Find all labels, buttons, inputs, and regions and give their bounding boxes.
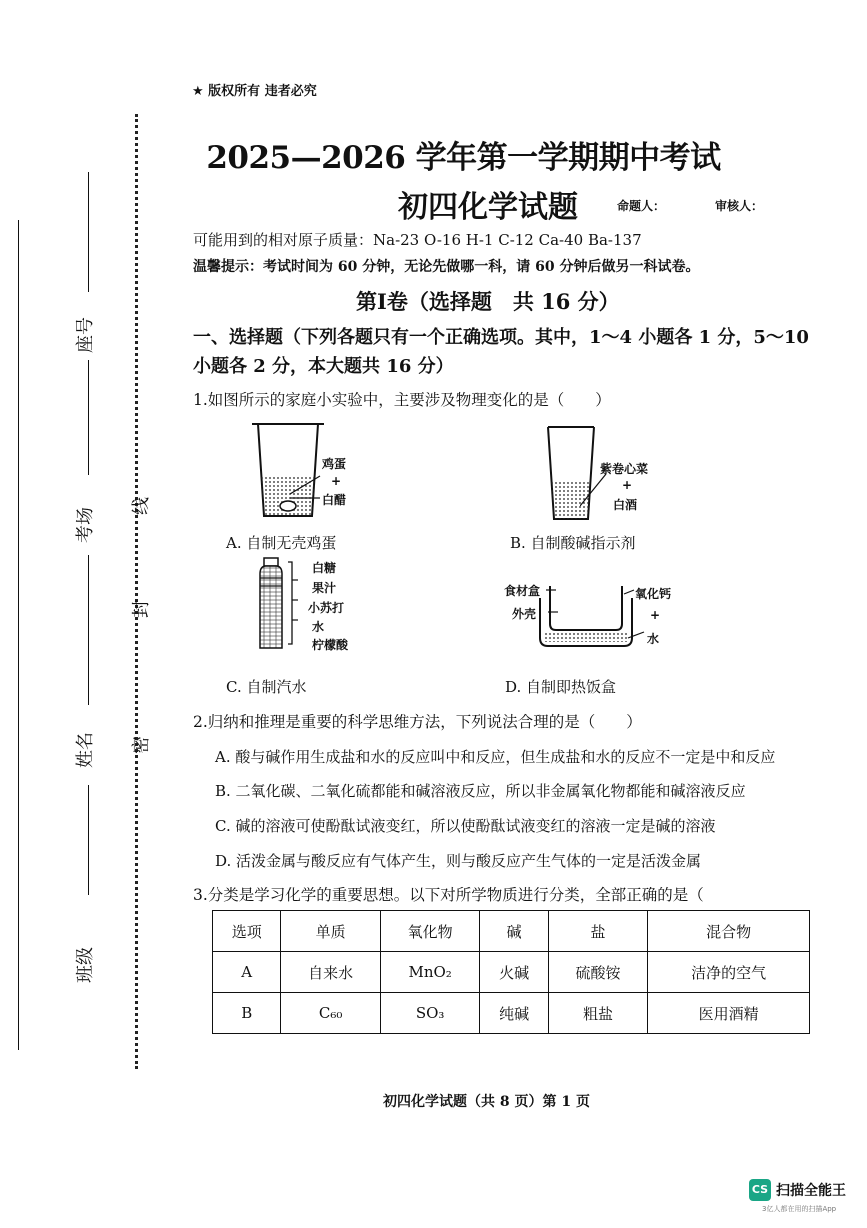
table-header-row [213,911,810,952]
figure-a-label-egg: 鸡蛋 [322,457,347,471]
seat-line-lower [88,360,89,475]
table-header-cell: 单质 [281,911,381,952]
table-cell: A [213,952,281,993]
figure-c-label-sugar: 白糖 [312,561,337,575]
q2-option-b: B. 二氧化碳、二氧化硫都能和碱溶液反应，所以非金属氧化物都能和碱溶液反应 [215,782,746,800]
q1-option-c: C. 自制汽水 [226,678,307,696]
q1-option-a: A. 自制无壳鸡蛋 [226,534,337,552]
figure-a-label-plus: + [331,474,342,488]
q2-option-c: C. 碱的溶液可使酚酞试液变红，所以使酚酞试液变红的溶液一定是碱的溶液 [215,817,716,835]
table-header-cell: 碱 [480,911,548,952]
q1-option-b: B. 自制酸碱指示剂 [510,534,636,552]
figure-d-label-shell: 外壳 [512,607,537,621]
exam-title: 2025—2026 学年第一学期期中考试 [206,140,721,176]
figure-b-label-liquor: 白酒 [613,498,638,512]
seal-mark-seal: 封 [131,600,152,618]
table-cell: 纯碱 [480,993,548,1034]
table-cell: B [213,993,281,1034]
camscanner-slogan: 3亿人都在用的扫描App [762,1205,837,1213]
seal-mark-secret: 密 [131,736,152,754]
section-title: 第Ⅰ卷（选择题 共 16 分） [356,289,620,314]
question-3-stem: 3.分类是学习化学的重要思想。以下对所学物质进行分类，全部正确的是（ [193,886,704,904]
part-one-heading: 一、选择题（下列各题只有一个正确选项。其中，1～4 小题各 1 分，5～10 小题各 2 分，本大题共 16 分） [193,327,809,377]
seat-line [88,172,89,292]
setter-label: 命题人： [617,199,666,213]
reviewer-label: 审核人： [715,199,764,213]
figure-b-label-cabbage: 紫卷心菜 [600,462,649,476]
figure-c-label-juice: 果汁 [312,581,337,595]
copyright-notice: ★ 版权所有 违者必究 [192,84,317,99]
table-cell: SO₃ [380,993,480,1034]
room-line [88,555,89,705]
table-cell: 洁净的空气 [648,952,810,993]
class-label: 班级 [75,947,96,983]
figure-a-pointers [290,470,325,510]
seal-mark-line: 线 [131,497,152,515]
table-cell: 自来水 [281,952,381,993]
figure-c-label-citric: 柠檬酸 [312,638,349,652]
figure-b-label-plus: + [622,478,633,492]
figure-d-label-water: 水 [647,632,660,646]
camscanner-name: 扫描全能王 [776,1183,846,1199]
q1-option-d: D. 自制即热饭盒 [505,678,617,696]
question-2-stem: 2.归纳和推理是重要的科学思维方法，下列说法合理的是（ ） [193,713,642,731]
exam-tip: 温馨提示：考试时间为 60 分钟，无论先做哪一科，请 60 分钟后做另一科试卷。 [193,259,700,275]
figure-c-label-water: 水 [312,620,325,634]
atomic-masses: 可能用到的相对原子质量：Na-23 O-16 H-1 C-12 Ca-40 Ba-137 [193,231,642,249]
exam-subtitle: 初四化学试题 [398,190,578,225]
table-cell: 火碱 [480,952,548,993]
q2-option-d: D. 活泼金属与酸反应有气体产生，则与酸反应产生气体的一定是活泼金属 [215,852,702,870]
figure-d-label-foodbox: 食材盒 [504,584,541,598]
table-cell: 粗盐 [548,993,648,1034]
table-cell: 硫酸铵 [548,952,648,993]
figure-c-label-soda: 小苏打 [308,601,345,615]
figure-d-label-plus: + [650,608,661,622]
seal-dotted-line [135,114,138,1069]
table-header-cell: 混合物 [648,911,810,952]
table-row [213,952,810,993]
figure-d-pointers [538,584,648,644]
table-row [213,993,810,1034]
seat-no-label: 座号 [75,317,96,353]
table-cell: C₆₀ [281,993,381,1034]
classification-table [212,910,810,1034]
q2-option-a: A. 酸与碱作用生成盐和水的反应叫中和反应，但生成盐和水的反应不一定是中和反应 [215,748,776,766]
sidebar-rule [18,220,19,1050]
name-line [88,785,89,895]
table-cell: MnO₂ [380,952,480,993]
name-label: 姓名 [75,732,96,768]
exam-room-label: 考场 [75,507,96,543]
table-header-cell: 氧化物 [380,911,480,952]
figure-a-label-vinegar: 白醋 [322,493,347,507]
figure-d-label-cao: 氧化钙 [635,587,672,601]
table-cell: 医用酒精 [648,993,810,1034]
question-1-stem: 1.如图所示的家庭小实验中，主要涉及物理变化的是（ ） [193,391,611,409]
camscanner-logo-icon: CS [749,1179,771,1201]
figure-c-bottle [252,556,312,652]
page-footer: 初四化学试题（共 8 页）第 1 页 [383,1094,590,1110]
table-header-cell: 选项 [213,911,281,952]
table-header-cell: 盐 [548,911,648,952]
